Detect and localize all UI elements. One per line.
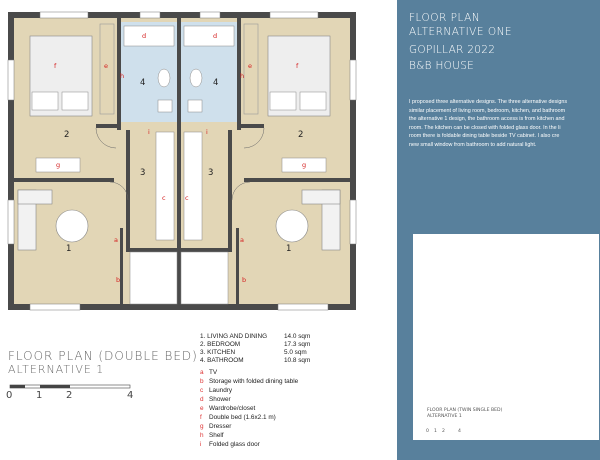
wall xyxy=(180,248,232,252)
panel-title: FLOOR PLAN xyxy=(409,12,481,24)
legend-room-area: 17.3 sqm xyxy=(284,341,311,348)
legend-key-item: e Wardrobe/closet xyxy=(200,405,256,412)
wall xyxy=(14,178,114,182)
key-marker-b: b xyxy=(116,276,121,284)
entrance-left xyxy=(130,252,177,304)
legend-key-item: i Folded glass door xyxy=(200,441,260,448)
mini-plan-subtitle: ALTERNATIVE 1 xyxy=(427,414,462,419)
legend-room-label: 3. KITCHEN xyxy=(200,349,236,356)
legend-key-item: c Laundry xyxy=(200,387,233,394)
wall xyxy=(126,130,130,250)
legend-room-area: 5.0 sqm xyxy=(284,349,307,356)
window xyxy=(40,12,88,18)
legend-key-item: b Storage with folded dining table xyxy=(200,378,299,385)
window xyxy=(30,304,80,310)
panel-description: I proposed three alternative designs. The three alternative designs similar placement of living room, bedroom, kitchen, and bathroom the alternative 1 design, the bathroom access is from kitchen and room. The kitchen can be closed with folded glass door. In the li room there is foldable dining table beside TV cabinet. I also cre new small window from bathroom to add natural light. xyxy=(409,99,568,148)
window xyxy=(200,12,220,18)
key-marker-a: a xyxy=(114,236,118,244)
key-marker-d: d xyxy=(142,32,147,40)
wall xyxy=(96,124,120,128)
toilet xyxy=(158,69,170,87)
key-marker-d: d xyxy=(213,32,218,40)
key-marker-g: g xyxy=(302,161,307,169)
window xyxy=(350,200,356,244)
shower xyxy=(124,26,174,46)
bed-left xyxy=(30,36,92,116)
plan-subtitle: ALTERNATIVE 1 xyxy=(8,363,105,376)
room-number-2: 2 xyxy=(298,130,304,140)
mini-plan-title: FLOOR PLAN (TWIN SINGLE BED) xyxy=(427,408,503,413)
panel-title-line2: ALTERNATIVE ONE xyxy=(409,26,513,38)
sink xyxy=(158,100,172,112)
legend-room-label: 4. BATHROOM xyxy=(200,357,244,364)
wall xyxy=(126,248,178,252)
window xyxy=(270,12,318,18)
wall xyxy=(120,228,123,304)
key-marker-a: a xyxy=(240,236,244,244)
legend-room-area: 10.8 sqm xyxy=(284,357,311,364)
room-number-1: 1 xyxy=(286,244,292,254)
mini-scale-label: 2 xyxy=(442,429,445,434)
wall xyxy=(228,130,232,250)
round-table xyxy=(276,210,308,242)
room-number-4: 4 xyxy=(140,78,146,88)
legend-key-item: d Shower xyxy=(200,396,231,403)
scale-label: 4 xyxy=(127,390,134,401)
toilet xyxy=(190,69,202,87)
legend-key-item: h Shelf xyxy=(200,432,224,439)
info-panel xyxy=(397,0,600,460)
window xyxy=(350,60,356,100)
window xyxy=(8,200,14,244)
window xyxy=(278,304,328,310)
sink xyxy=(188,100,202,112)
legend-room-label: 2. BEDROOM xyxy=(200,341,241,348)
key-marker-b: b xyxy=(242,276,247,284)
room-number-4: 4 xyxy=(213,78,219,88)
legend-room-area: 14.0 sqm xyxy=(284,333,311,340)
wall xyxy=(238,124,264,128)
mini-scale-label: 4 xyxy=(458,429,461,434)
wall xyxy=(236,228,239,304)
scale-label: 0 xyxy=(6,390,13,401)
key-marker-e: e xyxy=(104,62,108,70)
scale-label: 1 xyxy=(36,390,43,401)
key-marker-g: g xyxy=(56,161,61,169)
room-number-3: 3 xyxy=(208,168,214,178)
key-marker-f: f xyxy=(296,62,299,70)
entrance-right xyxy=(181,252,228,304)
room-number-2: 2 xyxy=(64,130,70,140)
window xyxy=(140,12,160,18)
shower xyxy=(184,26,234,46)
legend-room-label: 1. LIVING AND DINING xyxy=(200,333,268,340)
panel-subtitle: GOPILLAR 2022 xyxy=(409,44,496,56)
plan-title: FLOOR PLAN (DOUBLE BED) xyxy=(8,349,198,363)
key-marker-c: c xyxy=(162,194,166,202)
mini-scale-label: 1 xyxy=(434,429,437,434)
room-number-3: 3 xyxy=(140,168,146,178)
legend-key-item: g Dresser xyxy=(200,423,232,430)
key-marker-i: i xyxy=(206,128,208,136)
key-marker-h: h xyxy=(240,72,245,80)
central-wall xyxy=(177,18,181,304)
round-table xyxy=(56,210,88,242)
key-marker-e: e xyxy=(248,62,252,70)
key-marker-i: i xyxy=(148,128,150,136)
wall xyxy=(244,178,350,182)
mini-scale-label: 0 xyxy=(426,429,429,434)
panel-subtitle-line2: B&B HOUSE xyxy=(409,60,475,72)
key-marker-f: f xyxy=(54,62,57,70)
window xyxy=(8,60,14,100)
bed-right xyxy=(268,36,330,116)
legend-key-item: a TV xyxy=(200,369,218,376)
kitchen-counter xyxy=(184,132,202,240)
scale-bar xyxy=(10,385,130,388)
legend-key-item: f Double bed (1.6x2.1 m) xyxy=(200,414,276,421)
scale-label: 2 xyxy=(66,390,73,401)
key-marker-c: c xyxy=(185,194,189,202)
key-marker-h: h xyxy=(120,72,125,80)
kitchen-counter xyxy=(156,132,174,240)
room-number-1: 1 xyxy=(66,244,72,254)
